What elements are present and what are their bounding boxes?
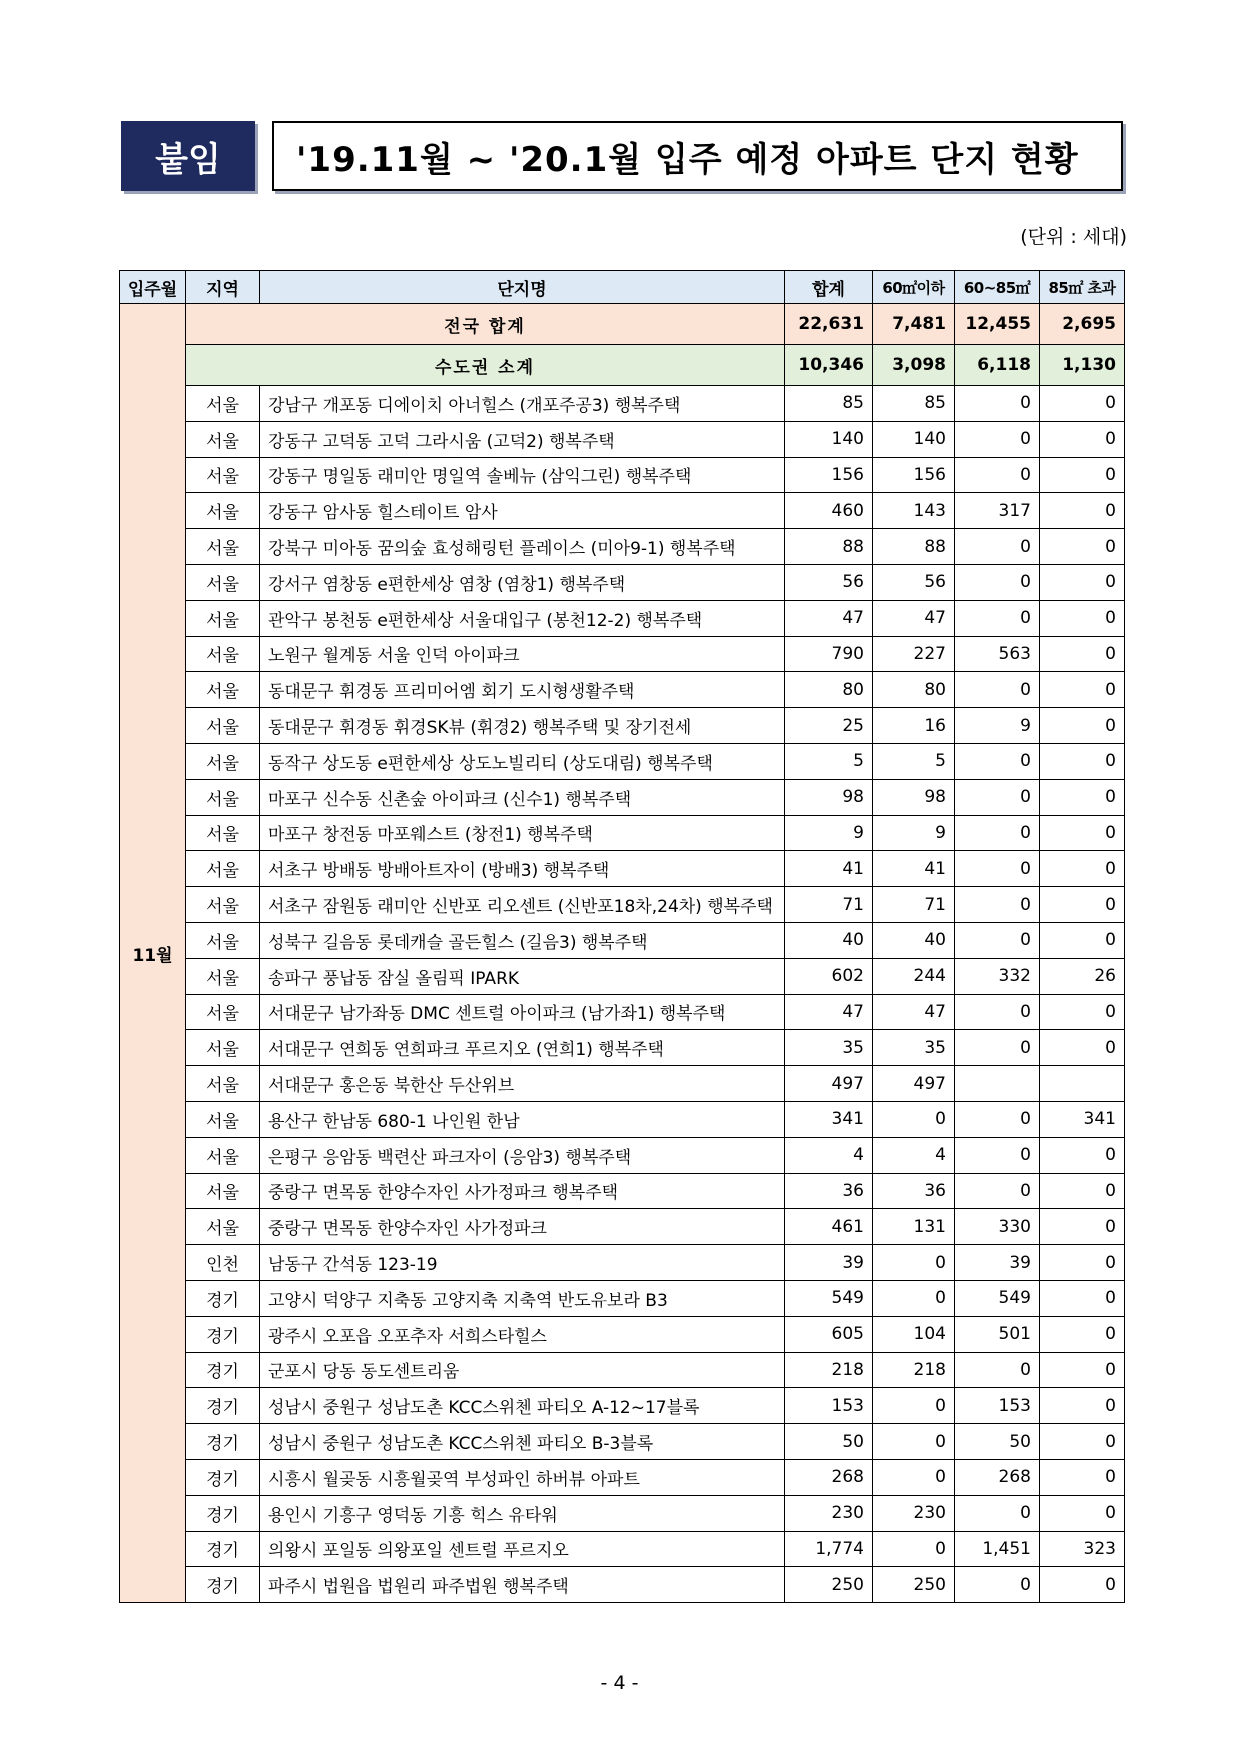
sum-cell: 50 — [785, 1424, 873, 1460]
table-row — [120, 386, 1125, 422]
table-row — [120, 1245, 1125, 1281]
total-under-60: 7,481 — [873, 304, 955, 345]
sum-cell: 341 — [785, 1101, 873, 1137]
complex-name-cell: 시흥시 월곶동 시흥월곶역 부성파인 하버뷰 아파트 — [260, 1459, 785, 1495]
sum-cell: 549 — [785, 1280, 873, 1316]
complex-name-cell: 남동구 간석동 123-19 — [260, 1245, 785, 1281]
between-60-85-cell: 0 — [955, 421, 1040, 457]
subtotal-label: 수도권 소계 — [186, 345, 785, 386]
over-85-cell: 341 — [1040, 1101, 1125, 1137]
region-cell: 서울 — [186, 386, 260, 422]
between-60-85-cell: 0 — [955, 672, 1040, 708]
under-60-cell: 88 — [873, 529, 955, 565]
sum-cell: 497 — [785, 1066, 873, 1102]
region-cell: 서울 — [186, 887, 260, 923]
region-cell: 서울 — [186, 493, 260, 529]
complex-name-cell: 성남시 중원구 성남도촌 KCC스위첸 파티오 A-12~17블록 — [260, 1388, 785, 1424]
table-row — [120, 994, 1125, 1030]
under-60-cell: 0 — [873, 1388, 955, 1424]
total-sum: 22,631 — [785, 304, 873, 345]
over-85-cell: 0 — [1040, 421, 1125, 457]
over-85-cell: 0 — [1040, 457, 1125, 493]
under-60-cell: 230 — [873, 1495, 955, 1531]
between-60-85-cell: 0 — [955, 1137, 1040, 1173]
region-cell: 서울 — [186, 994, 260, 1030]
region-cell: 서울 — [186, 421, 260, 457]
month-cell: 11월 — [120, 304, 186, 1603]
under-60-cell: 140 — [873, 421, 955, 457]
between-60-85-cell: 0 — [955, 1495, 1040, 1531]
subtotal-over-85: 1,130 — [1040, 345, 1125, 386]
complex-name-cell: 송파구 풍납동 잠실 올림픽 IPARK — [260, 958, 785, 994]
region-cell: 서울 — [186, 708, 260, 744]
over-85-cell: 26 — [1040, 958, 1125, 994]
between-60-85-cell: 0 — [955, 564, 1040, 600]
region-cell: 인천 — [186, 1245, 260, 1281]
complex-name-cell: 군포시 당동 동도센트리움 — [260, 1352, 785, 1388]
col-header-under-60: 60㎡이하 — [873, 271, 955, 304]
sum-cell: 153 — [785, 1388, 873, 1424]
table-row — [120, 529, 1125, 565]
between-60-85-cell: 0 — [955, 600, 1040, 636]
table-row — [120, 1567, 1125, 1603]
under-60-cell: 16 — [873, 708, 955, 744]
table-row — [120, 1280, 1125, 1316]
under-60-cell: 0 — [873, 1531, 955, 1567]
between-60-85-cell: 317 — [955, 493, 1040, 529]
table-row — [120, 887, 1125, 923]
under-60-cell: 9 — [873, 815, 955, 851]
over-85-cell: 0 — [1040, 1424, 1125, 1460]
over-85-cell: 0 — [1040, 529, 1125, 565]
region-cell: 경기 — [186, 1388, 260, 1424]
between-60-85-cell: 0 — [955, 887, 1040, 923]
complex-name-cell: 성북구 길음동 롯데캐슬 골든힐스 (길음3) 행복주택 — [260, 922, 785, 958]
region-cell: 경기 — [186, 1424, 260, 1460]
complex-name-cell: 용인시 기흥구 영덕동 기흥 힉스 유타워 — [260, 1495, 785, 1531]
over-85-cell: 0 — [1040, 1137, 1125, 1173]
region-cell: 서울 — [186, 672, 260, 708]
complex-name-cell: 강남구 개포동 디에이치 아너힐스 (개포주공3) 행복주택 — [260, 386, 785, 422]
under-60-cell: 227 — [873, 636, 955, 672]
sum-cell: 4 — [785, 1137, 873, 1173]
under-60-cell: 98 — [873, 779, 955, 815]
sum-cell: 156 — [785, 457, 873, 493]
over-85-cell — [1040, 1066, 1125, 1102]
between-60-85-cell: 0 — [955, 779, 1040, 815]
sum-cell: 40 — [785, 922, 873, 958]
between-60-85-cell: 268 — [955, 1459, 1040, 1495]
region-cell: 경기 — [186, 1280, 260, 1316]
complex-name-cell: 강동구 고덕동 고덕 그라시움 (고덕2) 행복주택 — [260, 421, 785, 457]
complex-name-cell: 용산구 한남동 680-1 나인원 한남 — [260, 1101, 785, 1137]
under-60-cell: 41 — [873, 851, 955, 887]
between-60-85-cell: 1,451 — [955, 1531, 1040, 1567]
sum-cell: 9 — [785, 815, 873, 851]
under-60-cell: 47 — [873, 994, 955, 1030]
between-60-85-cell: 0 — [955, 922, 1040, 958]
sum-cell: 461 — [785, 1209, 873, 1245]
sum-cell: 39 — [785, 1245, 873, 1281]
between-60-85-cell — [955, 1066, 1040, 1102]
over-85-cell: 0 — [1040, 1459, 1125, 1495]
table-row — [120, 1137, 1125, 1173]
sum-cell: 85 — [785, 386, 873, 422]
subtotal-sum: 10,346 — [785, 345, 873, 386]
sum-cell: 98 — [785, 779, 873, 815]
sum-cell: 1,774 — [785, 1531, 873, 1567]
table-row — [120, 1316, 1125, 1352]
between-60-85-cell: 0 — [955, 743, 1040, 779]
between-60-85-cell: 50 — [955, 1424, 1040, 1460]
unit-note: (단위 : 세대) — [1020, 226, 1127, 248]
subtotal-under-60: 3,098 — [873, 345, 955, 386]
over-85-cell: 0 — [1040, 1280, 1125, 1316]
complex-name-cell: 강동구 암사동 힐스테이트 암사 — [260, 493, 785, 529]
region-cell: 서울 — [186, 922, 260, 958]
region-cell: 서울 — [186, 600, 260, 636]
between-60-85-cell: 549 — [955, 1280, 1040, 1316]
over-85-cell: 0 — [1040, 1352, 1125, 1388]
region-cell: 서울 — [186, 1137, 260, 1173]
table-row — [120, 1495, 1125, 1531]
between-60-85-cell: 0 — [955, 529, 1040, 565]
region-cell: 서울 — [186, 457, 260, 493]
complex-name-cell: 중랑구 면목동 한양수자인 사가정파크 — [260, 1209, 785, 1245]
table-row — [120, 743, 1125, 779]
region-cell: 서울 — [186, 851, 260, 887]
table-row — [120, 922, 1125, 958]
over-85-cell: 0 — [1040, 564, 1125, 600]
region-cell: 서울 — [186, 815, 260, 851]
complex-name-cell: 서대문구 연희동 연희파크 푸르지오 (연희1) 행복주택 — [260, 1030, 785, 1066]
under-60-cell: 0 — [873, 1101, 955, 1137]
subtotal-row — [120, 345, 1125, 386]
col-header-60-85: 60~85㎡ — [955, 271, 1040, 304]
region-cell: 경기 — [186, 1495, 260, 1531]
table-row — [120, 1424, 1125, 1460]
between-60-85-cell: 0 — [955, 851, 1040, 887]
table-row — [120, 600, 1125, 636]
between-60-85-cell: 0 — [955, 1030, 1040, 1066]
over-85-cell: 0 — [1040, 493, 1125, 529]
sum-cell: 56 — [785, 564, 873, 600]
complex-name-cell: 서대문구 남가좌동 DMC 센트럴 아이파크 (남가좌1) 행복주택 — [260, 994, 785, 1030]
under-60-cell: 104 — [873, 1316, 955, 1352]
under-60-cell: 71 — [873, 887, 955, 923]
under-60-cell: 0 — [873, 1459, 955, 1495]
under-60-cell: 5 — [873, 743, 955, 779]
over-85-cell: 0 — [1040, 815, 1125, 851]
table-row — [120, 1173, 1125, 1209]
under-60-cell: 47 — [873, 600, 955, 636]
sum-cell: 35 — [785, 1030, 873, 1066]
under-60-cell: 0 — [873, 1280, 955, 1316]
region-cell: 서울 — [186, 564, 260, 600]
table-row — [120, 815, 1125, 851]
table-row — [120, 1030, 1125, 1066]
sum-cell: 5 — [785, 743, 873, 779]
between-60-85-cell: 0 — [955, 1173, 1040, 1209]
complex-name-cell: 고양시 덕양구 지축동 고양지축 지축역 반도유보라 B3 — [260, 1280, 785, 1316]
over-85-cell: 0 — [1040, 600, 1125, 636]
under-60-cell: 40 — [873, 922, 955, 958]
table-row — [120, 779, 1125, 815]
over-85-cell: 0 — [1040, 636, 1125, 672]
total-60-85: 12,455 — [955, 304, 1040, 345]
over-85-cell: 0 — [1040, 1173, 1125, 1209]
page-number: - 4 - — [600, 1672, 639, 1694]
sum-cell: 47 — [785, 600, 873, 636]
col-header-name: 단지명 — [260, 271, 785, 304]
sum-cell: 25 — [785, 708, 873, 744]
complex-name-cell: 성남시 중원구 성남도촌 KCC스위첸 파티오 B-3블록 — [260, 1424, 785, 1460]
sum-cell: 140 — [785, 421, 873, 457]
col-header-region: 지역 — [186, 271, 260, 304]
col-header-over-85: 85㎡ 초과 — [1040, 271, 1125, 304]
table-row — [120, 636, 1125, 672]
attachment-badge: 붙임 — [121, 121, 255, 191]
over-85-cell: 0 — [1040, 743, 1125, 779]
col-header-month: 입주월 — [120, 271, 186, 304]
sum-cell: 605 — [785, 1316, 873, 1352]
under-60-cell: 143 — [873, 493, 955, 529]
between-60-85-cell: 0 — [955, 1567, 1040, 1603]
between-60-85-cell: 0 — [955, 457, 1040, 493]
between-60-85-cell: 9 — [955, 708, 1040, 744]
table-row — [120, 1066, 1125, 1102]
total-over-85: 2,695 — [1040, 304, 1125, 345]
table-row — [120, 564, 1125, 600]
over-85-cell: 0 — [1040, 1030, 1125, 1066]
subtotal-60-85: 6,118 — [955, 345, 1040, 386]
region-cell: 경기 — [186, 1567, 260, 1603]
table-row — [120, 1209, 1125, 1245]
under-60-cell: 56 — [873, 564, 955, 600]
between-60-85-cell: 330 — [955, 1209, 1040, 1245]
complex-name-cell: 서초구 잠원동 래미안 신반포 리오센트 (신반포18차,24차) 행복주택 — [260, 887, 785, 923]
region-cell: 서울 — [186, 1030, 260, 1066]
under-60-cell: 250 — [873, 1567, 955, 1603]
over-85-cell: 0 — [1040, 1495, 1125, 1531]
under-60-cell: 4 — [873, 1137, 955, 1173]
region-cell: 서울 — [186, 1101, 260, 1137]
complex-name-cell: 마포구 창전동 마포웨스트 (창전1) 행복주택 — [260, 815, 785, 851]
complex-name-cell: 동작구 상도동 e편한세상 상도노빌리티 (상도대림) 행복주택 — [260, 743, 785, 779]
table-row — [120, 672, 1125, 708]
apartment-table — [119, 270, 1125, 1603]
complex-name-cell: 광주시 오포읍 오포추자 서희스타힐스 — [260, 1316, 785, 1352]
complex-name-cell: 강북구 미아동 꿈의숲 효성해링턴 플레이스 (미아9-1) 행복주택 — [260, 529, 785, 565]
under-60-cell: 497 — [873, 1066, 955, 1102]
total-label: 전국 합계 — [186, 304, 785, 345]
table-row — [120, 457, 1125, 493]
over-85-cell: 0 — [1040, 851, 1125, 887]
over-85-cell: 0 — [1040, 887, 1125, 923]
region-cell: 서울 — [186, 1209, 260, 1245]
sum-cell: 88 — [785, 529, 873, 565]
region-cell: 경기 — [186, 1352, 260, 1388]
under-60-cell: 85 — [873, 386, 955, 422]
page-title: '19.11월 ~ '20.1월 입주 예정 아파트 단지 현황 — [272, 121, 1123, 191]
table-row — [120, 708, 1125, 744]
total-row — [120, 304, 1125, 345]
sum-cell: 80 — [785, 672, 873, 708]
between-60-85-cell: 0 — [955, 815, 1040, 851]
region-cell: 경기 — [186, 1316, 260, 1352]
under-60-cell: 36 — [873, 1173, 955, 1209]
table-row — [120, 421, 1125, 457]
under-60-cell: 0 — [873, 1424, 955, 1460]
over-85-cell: 0 — [1040, 386, 1125, 422]
complex-name-cell: 노원구 월계동 서울 인덕 아이파크 — [260, 636, 785, 672]
complex-name-cell: 서초구 방배동 방배아트자이 (방배3) 행복주택 — [260, 851, 785, 887]
region-cell: 서울 — [186, 779, 260, 815]
region-cell: 서울 — [186, 1066, 260, 1102]
complex-name-cell: 서대문구 홍은동 북한산 두산위브 — [260, 1066, 785, 1102]
sum-cell: 41 — [785, 851, 873, 887]
col-header-sum: 합계 — [785, 271, 873, 304]
under-60-cell: 80 — [873, 672, 955, 708]
over-85-cell: 0 — [1040, 672, 1125, 708]
over-85-cell: 0 — [1040, 779, 1125, 815]
complex-name-cell: 중랑구 면목동 한양수자인 사가정파크 행복주택 — [260, 1173, 785, 1209]
between-60-85-cell: 501 — [955, 1316, 1040, 1352]
over-85-cell: 0 — [1040, 1209, 1125, 1245]
over-85-cell: 0 — [1040, 708, 1125, 744]
sum-cell: 790 — [785, 636, 873, 672]
between-60-85-cell: 0 — [955, 386, 1040, 422]
between-60-85-cell: 0 — [955, 1101, 1040, 1137]
region-cell: 서울 — [186, 743, 260, 779]
between-60-85-cell: 0 — [955, 1352, 1040, 1388]
between-60-85-cell: 332 — [955, 958, 1040, 994]
region-cell: 경기 — [186, 1531, 260, 1567]
sum-cell: 218 — [785, 1352, 873, 1388]
complex-name-cell: 은평구 응암동 백련산 파크자이 (응암3) 행복주택 — [260, 1137, 785, 1173]
between-60-85-cell: 153 — [955, 1388, 1040, 1424]
over-85-cell: 0 — [1040, 922, 1125, 958]
table-header-row — [120, 271, 1125, 304]
table-row — [120, 958, 1125, 994]
complex-name-cell: 동대문구 휘경동 프리미어엠 회기 도시형생활주택 — [260, 672, 785, 708]
under-60-cell: 156 — [873, 457, 955, 493]
over-85-cell: 0 — [1040, 994, 1125, 1030]
over-85-cell: 323 — [1040, 1531, 1125, 1567]
region-cell: 서울 — [186, 529, 260, 565]
sum-cell: 47 — [785, 994, 873, 1030]
complex-name-cell: 의왕시 포일동 의왕포일 센트럴 푸르지오 — [260, 1531, 785, 1567]
between-60-85-cell: 0 — [955, 994, 1040, 1030]
table-row — [120, 851, 1125, 887]
region-cell: 서울 — [186, 636, 260, 672]
between-60-85-cell: 39 — [955, 1245, 1040, 1281]
sum-cell: 250 — [785, 1567, 873, 1603]
complex-name-cell: 파주시 법원읍 법원리 파주법원 행복주택 — [260, 1567, 785, 1603]
complex-name-cell: 동대문구 휘경동 휘경SK뷰 (휘경2) 행복주택 및 장기전세 — [260, 708, 785, 744]
complex-name-cell: 강서구 염창동 e편한세상 염창 (염창1) 행복주택 — [260, 564, 785, 600]
complex-name-cell: 강동구 명일동 래미안 명일역 솔베뉴 (삼익그린) 행복주택 — [260, 457, 785, 493]
over-85-cell: 0 — [1040, 1316, 1125, 1352]
over-85-cell: 0 — [1040, 1567, 1125, 1603]
region-cell: 서울 — [186, 958, 260, 994]
table-row — [120, 493, 1125, 529]
sum-cell: 230 — [785, 1495, 873, 1531]
region-cell: 서울 — [186, 1173, 260, 1209]
table-row — [120, 1101, 1125, 1137]
between-60-85-cell: 563 — [955, 636, 1040, 672]
sum-cell: 460 — [785, 493, 873, 529]
region-cell: 경기 — [186, 1459, 260, 1495]
under-60-cell: 35 — [873, 1030, 955, 1066]
over-85-cell: 0 — [1040, 1245, 1125, 1281]
complex-name-cell: 관악구 봉천동 e편한세상 서울대입구 (봉천12-2) 행복주택 — [260, 600, 785, 636]
sum-cell: 268 — [785, 1459, 873, 1495]
table-row — [120, 1459, 1125, 1495]
sum-cell: 602 — [785, 958, 873, 994]
sum-cell: 71 — [785, 887, 873, 923]
under-60-cell: 131 — [873, 1209, 955, 1245]
under-60-cell: 218 — [873, 1352, 955, 1388]
complex-name-cell: 마포구 신수동 신촌숲 아이파크 (신수1) 행복주택 — [260, 779, 785, 815]
sum-cell: 36 — [785, 1173, 873, 1209]
table-row — [120, 1531, 1125, 1567]
table-row — [120, 1388, 1125, 1424]
table-row — [120, 1352, 1125, 1388]
under-60-cell: 244 — [873, 958, 955, 994]
over-85-cell: 0 — [1040, 1388, 1125, 1424]
under-60-cell: 0 — [873, 1245, 955, 1281]
